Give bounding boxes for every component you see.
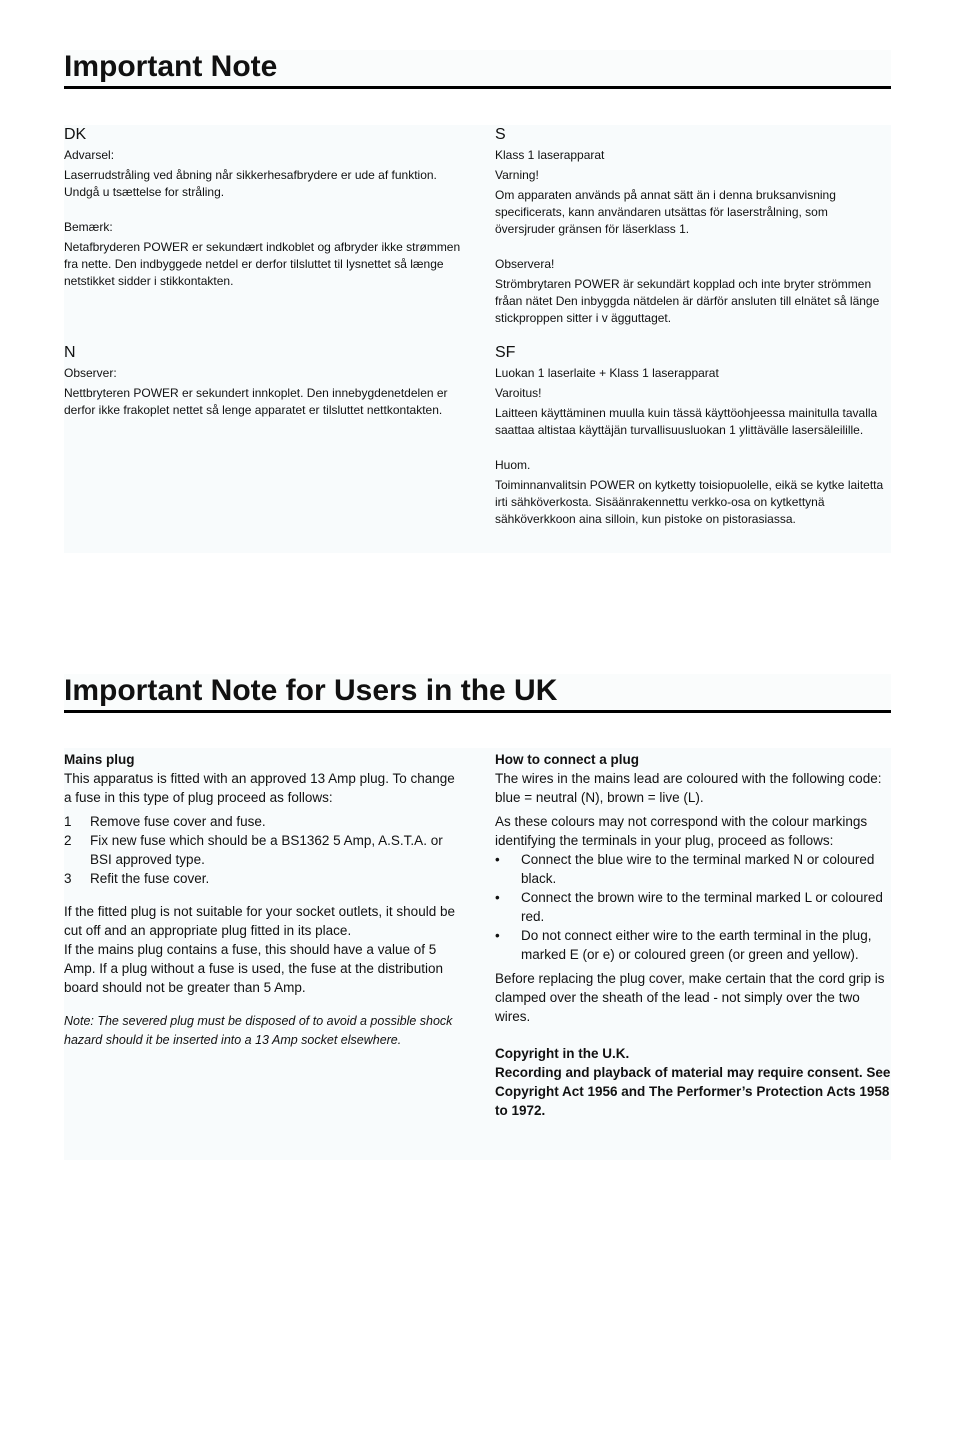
- language-code: N: [64, 344, 76, 361]
- note-label: Observer:: [64, 366, 117, 380]
- plug-replacement-text: If the fitted plug is not suitable for your socket outlets, it should be cut off and an appropriate plug fitted in its place.: [64, 904, 455, 938]
- warning-text: Laserrudstråling ved åbning når sikkerhesafbrydere er ude af funktion. Undgå u tsættelse for stråling.: [64, 168, 437, 199]
- list-item: 1 Remove fuse cover and fuse.: [64, 814, 266, 829]
- note-text: Netafbryderen POWER er sekundært indkoblet og afbryder ikke strømmen fra nette. Den indbyggede netdel er derfor tilsluttet til lysnettet så længe netstikket sidder i stikkontakten.: [64, 240, 461, 288]
- warning-label: Varoitus!: [495, 386, 542, 400]
- dk-section: [64, 125, 464, 293]
- warning-label: Advarsel:: [64, 148, 115, 162]
- warning-text: Laitteen käyttäminen muulla kuin tässä käyttöohjeessa mainitulla tavalla saattaa altistaa käyttäjän turvallisuusluokan 1 ylittävälle lasersäleilille.: [495, 406, 878, 437]
- language-code: S: [495, 126, 506, 143]
- sf-section: [495, 343, 889, 531]
- list-item: 3 Refit the fuse cover.: [64, 871, 210, 886]
- note-text: Strömbrytaren POWER är sekundärt kopplad och inte bryter strömmen fråan nätet Den inbyggda nätdelen är därför ansluten till elnätet så länge stickproppen sitter i v ägguttaget.: [495, 277, 880, 325]
- s-section: [495, 125, 889, 330]
- n-section: [64, 343, 464, 422]
- copyright-heading: Copyright in the U.K.: [495, 1046, 630, 1061]
- list-item: 2 Fix new fuse which should be a BS1362 5 Amp, A.S.T.A. or BSI approved type.: [64, 833, 443, 867]
- terminal-markings-text: As these colours may not correspond with the colour markings identifying the terminals in your plug, proceed as follows:: [495, 814, 868, 848]
- wiring-steps: [495, 850, 891, 964]
- note-label: Observera!: [495, 257, 555, 271]
- cord-grip-text: Before replacing the plug cover, make certain that the cord grip is clamped over the sheath of the lead - not simply over the two wires.: [495, 971, 885, 1024]
- language-code: SF: [495, 344, 516, 361]
- language-code: DK: [64, 126, 87, 143]
- fuse-value-text: If the mains plug contains a fuse, this should have a value of 5 Amp. If a plug without a fuse is used, the fuse at the distribution board should not be greater than 5 Amp.: [64, 942, 443, 995]
- copyright-text: Recording and playback of material may require consent. See Copyright Act 1956 and The Performer’s Protection Acts 1958 to 1972.: [495, 1065, 891, 1118]
- laser-class-label: Klass 1 laserapparat: [495, 148, 605, 162]
- disposal-note: Note: The severed plug must be disposed of to avoid a possible shock hazard should it be inserted into a 13 Amp socket elsewhere.: [64, 1014, 453, 1047]
- mains-plug-intro: This apparatus is fitted with an approved 13 Amp plug. To change a fuse in this type of plug proceed as follows:: [64, 771, 455, 805]
- note-label: Bemærk:: [64, 220, 113, 234]
- uk-notes-panel: [64, 748, 891, 1160]
- laser-class-label: Luokan 1 laserlaite + Klass 1 laserapparat: [495, 366, 719, 380]
- note-label: Huom.: [495, 458, 531, 472]
- note-text: Nettbryteren POWER er sekundert innkoplet. Den innebygdenetdelen er derfor ikke frakoplet nettet så lenge apparatet er tilsluttet nettkontakten.: [64, 386, 448, 417]
- warning-label: Varning!: [495, 168, 539, 182]
- connect-plug-section: [495, 750, 891, 1120]
- connect-plug-heading: How to connect a plug: [495, 752, 639, 767]
- note-text: Toiminnanvalitsin POWER on kytketty toisiopuolelle, eikä se kytke laitetta irti sähköverkosta. Sisäänrakennettu verkko-osa on kytkettynä sähköverkkoon aina silloin, kun pistoke on pistorasiassa.: [495, 478, 884, 526]
- list-item: • Do not connect either wire to the earth terminal in the plug, marked E (or e) or coloured green (or green and yellow).: [495, 928, 872, 962]
- mains-plug-section: [64, 750, 464, 1050]
- fuse-steps: [64, 812, 464, 888]
- list-item: • Connect the brown wire to the terminal marked L or coloured red.: [495, 890, 883, 924]
- wire-colours-text: The wires in the mains lead are coloured with the following code: blue = neutral (N), brown = live (L).: [495, 771, 882, 805]
- warning-text: Om apparaten används på annat sätt än i denna bruksanvisning specificerats, kann användaren utsättas för laserstrålning, som översjruder gränsen för läserklass 1.: [495, 188, 836, 236]
- list-item: • Connect the blue wire to the terminal marked N or coloured black.: [495, 852, 875, 886]
- mains-plug-heading: Mains plug: [64, 752, 135, 767]
- language-notes-panel: [64, 125, 891, 553]
- uk-section-title: Important Note for Users in the UK: [64, 674, 891, 713]
- page-title: Important Note: [64, 50, 891, 89]
